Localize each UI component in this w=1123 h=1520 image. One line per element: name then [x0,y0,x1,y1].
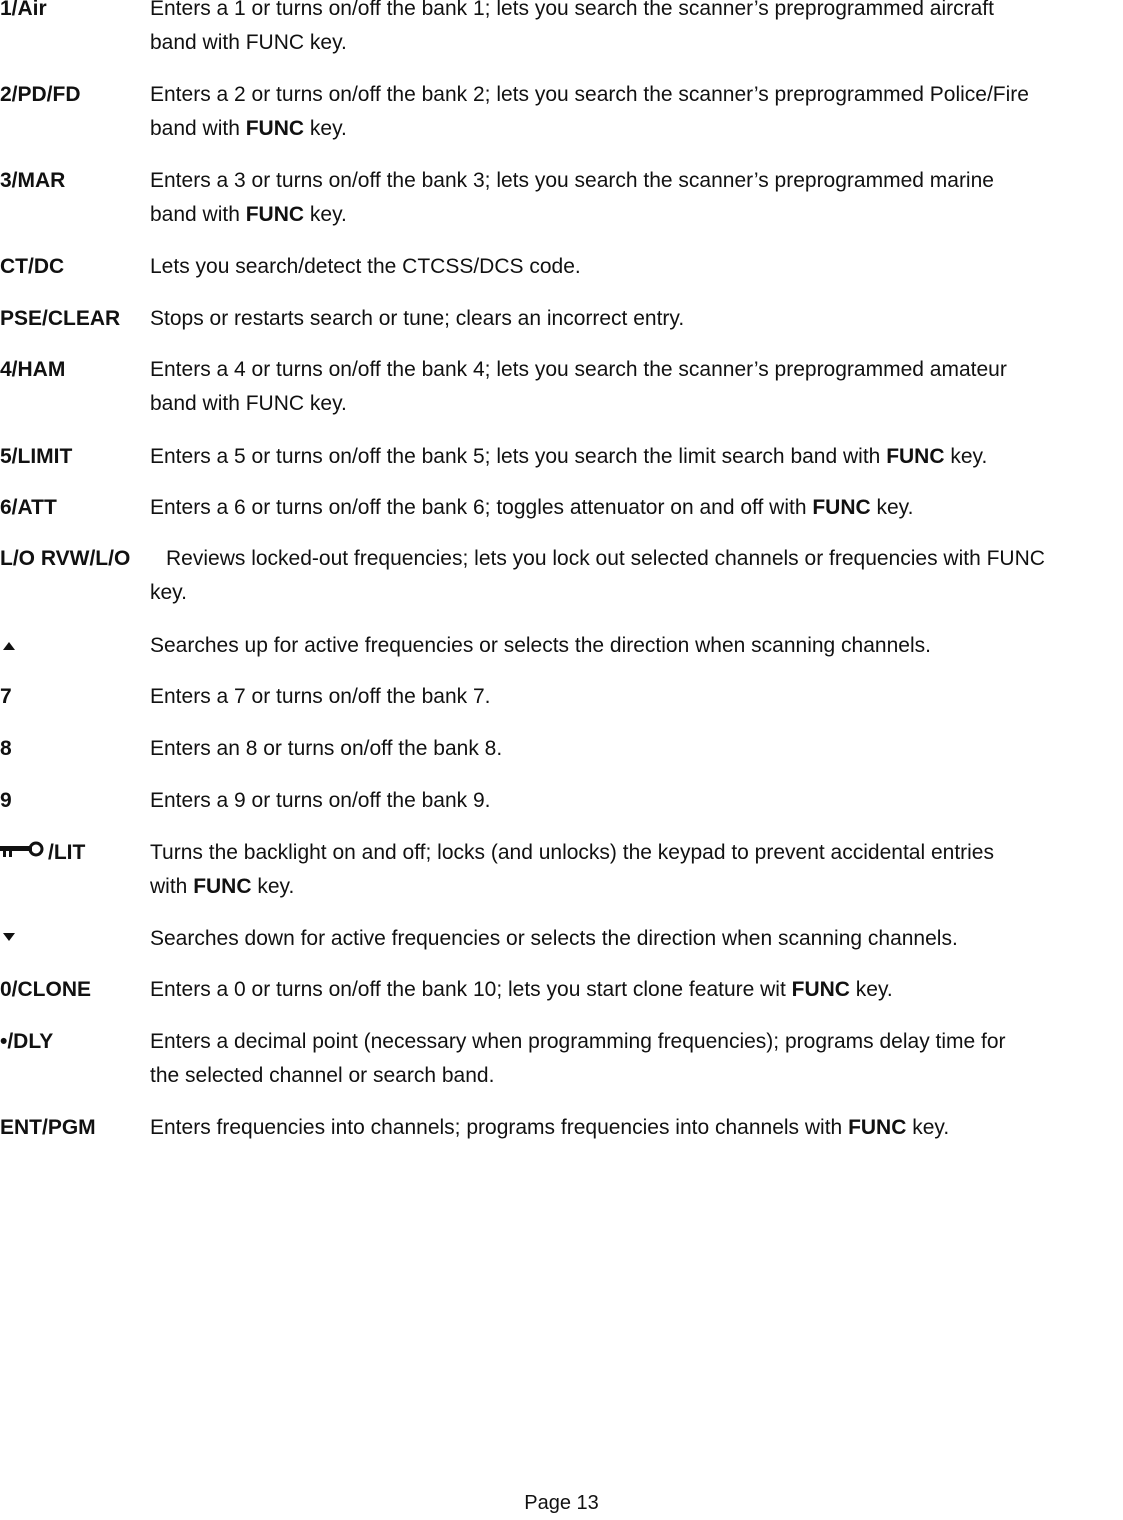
description-line: band with FUNC key. [150,203,347,226]
description-line: the selected channel or search band. [150,1064,495,1087]
key-icon [0,841,44,859]
description-line: Enters frequencies into channels; programs frequencies into channels with FUNC key. [150,1116,950,1139]
entry-term: 1/Air [0,0,47,20]
entry-description [150,1025,1120,1093]
entry-term-label: /LIT [48,841,86,864]
description-line: band with FUNC key. [150,117,347,140]
page-number: Page 13 [524,1492,599,1514]
description-line: Enters a 1 or turns on/off the bank 1; lets you search the scanner’s preprogrammed aircraft [150,0,994,20]
entry-description [150,250,1120,284]
description-line: key. [150,581,187,604]
description-line: with FUNC key. [150,875,295,898]
description-line: Enters a decimal point (necessary when programming frequencies); programs delay time for [150,1030,1006,1053]
entry-term: 0/CLONE [0,978,92,1001]
up-arrow-icon [3,642,15,650]
entry-description-continued [150,576,1120,610]
entry-description [150,732,1120,766]
entry-description [150,353,1120,421]
description-line: band with FUNC key. [150,31,347,54]
entry-term [0,922,12,956]
description-line: Turns the backlight on and off; locks (and unlocks) the keypad to prevent accidental entries [150,841,994,864]
entry-description [166,542,1123,576]
description-line: Enters a 0 or turns on/off the bank 10; lets you start clone feature wit FUNC key. [150,978,893,1001]
entry-description [150,1111,1120,1145]
entry-term: PSE/CLEAR [0,307,121,330]
description-line: Stops or restarts search or tune; clears an incorrect entry. [150,307,685,330]
description-line: Enters a 3 or turns on/off the bank 3; lets you search the scanner’s preprogrammed marine [150,169,994,192]
description-line: Enters an 8 or turns on/off the bank 8. [150,737,503,760]
entry-term: •/DLY [0,1030,54,1053]
entry-description [150,78,1120,146]
entry-description [150,164,1120,232]
entry-term: L/O RVW/L/O [0,547,131,570]
entry-term: 9 [0,789,12,812]
entry-term: 5/LIMIT [0,445,73,468]
entry-term: ENT/PGM [0,1116,96,1139]
description-line: Searches down for active frequencies or selects the direction when scanning channels. [150,927,958,950]
entry-description [150,440,1120,474]
description-line: Enters a 7 or turns on/off the bank 7. [150,685,491,708]
description-line: Enters a 9 or turns on/off the bank 9. [150,789,491,812]
entry-description [150,0,1120,60]
description-line: band with FUNC key. [150,392,347,415]
entry-description [150,629,1120,663]
entry-description [150,836,1120,904]
description-line: Enters a 4 or turns on/off the bank 4; lets you search the scanner’s preprogrammed amateur [150,358,1007,381]
description-line: Reviews locked-out frequencies; lets you lock out selected channels or frequencies with FUNC [166,547,1045,570]
entry-term: 6/ATT [0,496,57,519]
entry-term: 8 [0,737,12,760]
description-line: Enters a 5 or turns on/off the bank 5; lets you search the limit search band with FUNC key. [150,445,988,468]
entry-description [150,784,1120,818]
down-arrow-icon [3,933,15,941]
description-line: Searches up for active frequencies or selects the direction when scanning channels. [150,634,931,657]
entry-description [150,973,1120,1007]
entry-description [150,922,1120,956]
entry-term: 2/PD/FD [0,83,81,106]
entry-description [150,302,1120,336]
entry-term [0,836,85,870]
entry-term: 7 [0,685,12,708]
entry-description [150,491,1120,525]
description-line: Enters a 2 or turns on/off the bank 2; lets you search the scanner’s preprogrammed Police/Fire [150,83,1029,106]
entry-term: 4/HAM [0,358,66,381]
entry-term: CT/DC [0,255,65,278]
entry-term [0,629,12,663]
description-line: Enters a 6 or turns on/off the bank 6; toggles attenuator on and off with FUNC key. [150,496,914,519]
entry-term: 3/MAR [0,169,66,192]
description-line: Lets you search/detect the CTCSS/DCS code. [150,255,581,278]
entry-description [150,680,1120,714]
